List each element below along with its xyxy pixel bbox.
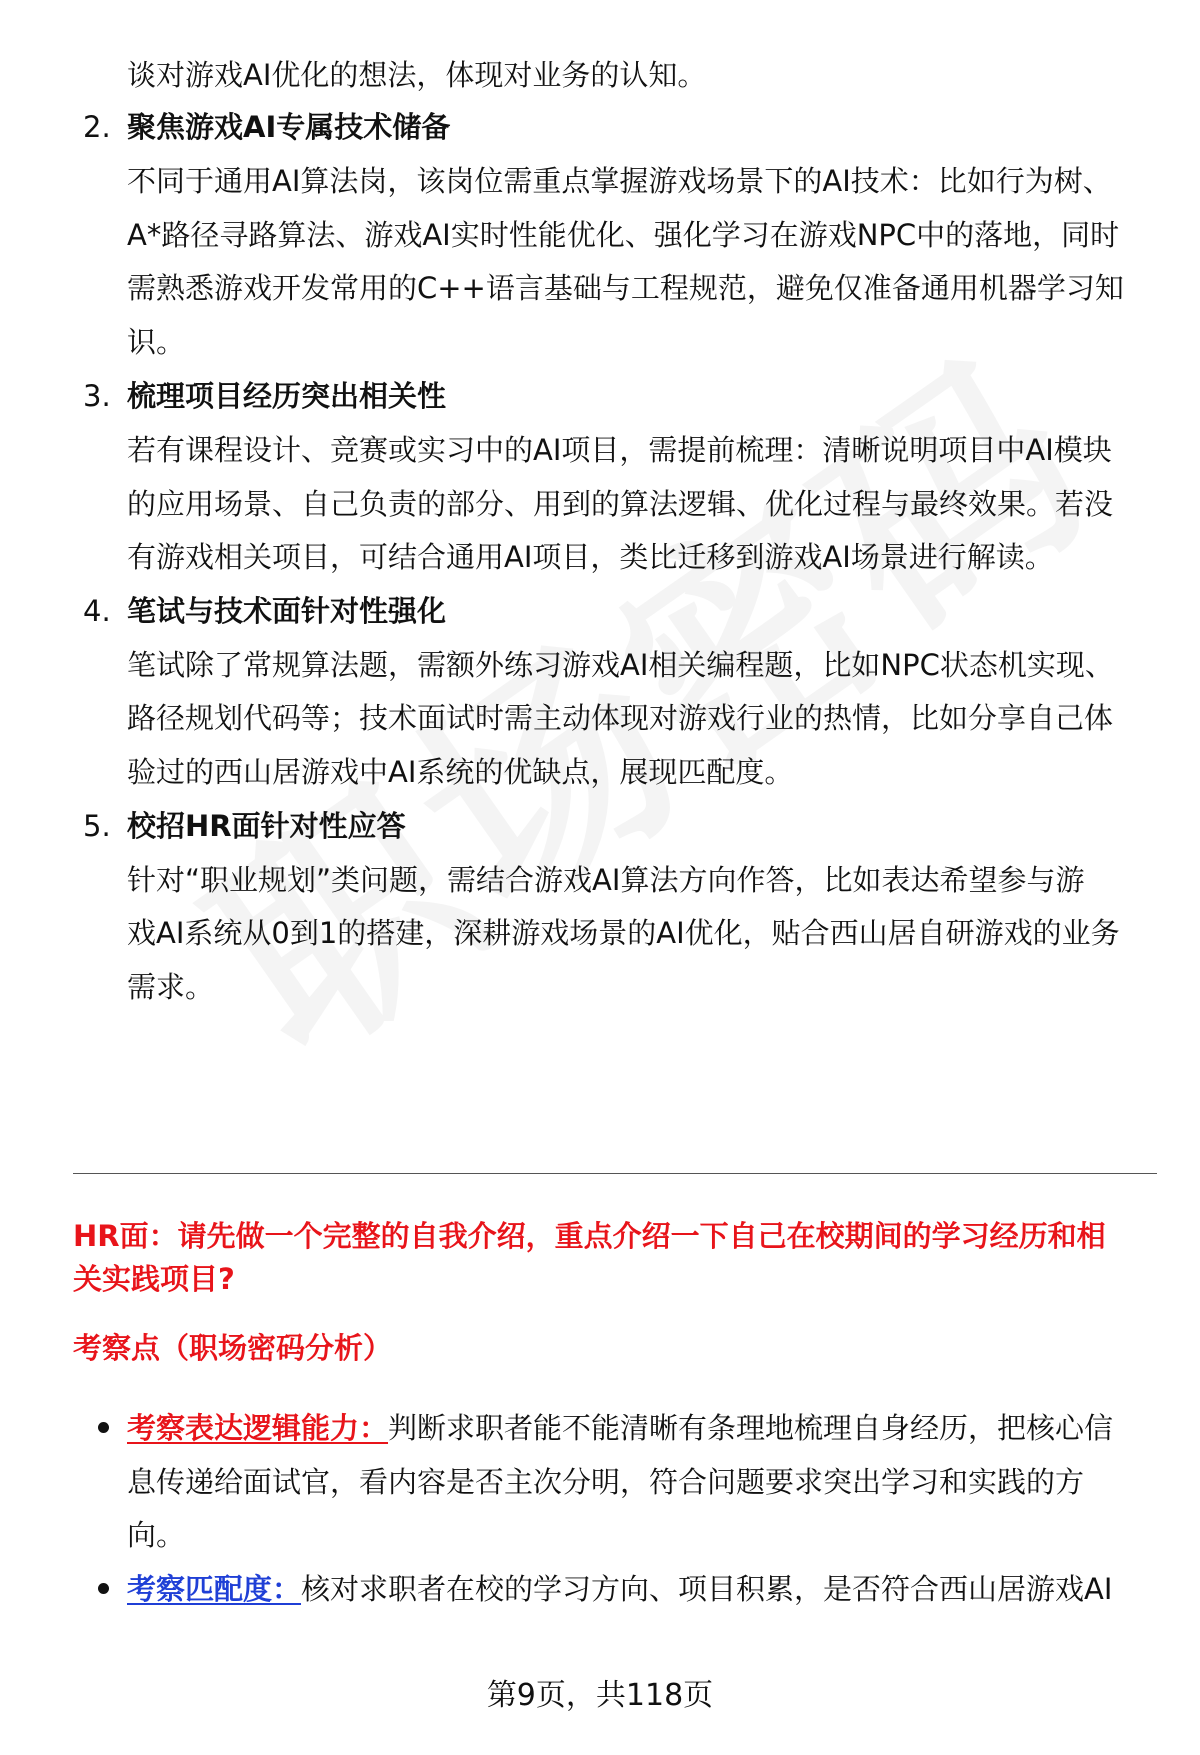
bullet-label-link[interactable]: 考察表达逻辑能力： — [127, 1411, 389, 1445]
paragraph-line: 若有课程设计、竞赛或实习中的AI项目，需提前梳理：清晰说明项目中AI模块 — [127, 433, 1112, 467]
analysis-heading: 考察点（职场密码分析） — [73, 1331, 393, 1365]
paragraph-line: 验过的西山居游戏中AI系统的优缺点，展现匹配度。 — [127, 755, 794, 789]
bullet-line — [127, 1569, 1112, 1609]
paragraph-line: 不同于通用AI算法岗，该岗位需重点掌握游戏场景下的AI技术：比如行为树、 — [127, 164, 1112, 198]
bullet-dot — [98, 1422, 109, 1433]
list-item-heading — [83, 591, 446, 631]
hr-question-line-1: HR面：请先做一个完整的自我介绍，重点介绍一下自己在校期间的学习经历和相 — [73, 1219, 1106, 1253]
list-item-heading — [83, 806, 406, 846]
list-item-title: 聚焦游戏AI专属技术储备 — [127, 110, 451, 144]
paragraph-line: 针对“职业规划”类问题，需结合游戏AI算法方向作答，比如表达希望参与游 — [127, 863, 1085, 897]
hr-question-line-2: 关实践项目? — [73, 1262, 235, 1296]
paragraph-line: 路径规划代码等；技术面试时需主动体现对游戏行业的热情，比如分享自己体 — [127, 701, 1114, 735]
bullet-label-link[interactable]: 考察匹配度： — [127, 1572, 302, 1606]
bullet-line — [127, 1408, 1113, 1448]
paragraph-line: 需求。 — [127, 970, 215, 1004]
list-item-title: 梳理项目经历突出相关性 — [127, 379, 447, 413]
list-item-title: 校招HR面针对性应答 — [127, 809, 406, 843]
paragraph-line: 笔试除了常规算法题，需额外练习游戏AI相关编程题，比如NPC状态机实现、 — [127, 648, 1114, 682]
paragraph-line: 识。 — [127, 325, 186, 359]
bullet-text: 核对求职者在校的学习方向、项目积累，是否符合西山居游戏AI — [301, 1572, 1113, 1606]
list-item-heading — [83, 376, 446, 416]
paragraph-line: 有游戏相关项目，可结合通用AI项目，类比迁移到游戏AI场景进行解读。 — [127, 540, 1054, 574]
paragraph-line: A*路径寻路算法、游戏AI实时性能优化、强化学习在游戏NPC中的落地，同时 — [127, 218, 1120, 252]
paragraph-line: 戏AI系统从0到1的搭建，深耕游戏场景的AI优化，贴合西山居自研游戏的业务 — [127, 916, 1120, 950]
list-item-number: 3. — [83, 379, 111, 413]
paragraph-line: 的应用场景、自己负责的部分、用到的算法逻辑、优化过程与最终效果。若没 — [127, 487, 1114, 521]
list-item-number: 4. — [83, 594, 111, 628]
paragraph-line: 息传递给面试官，看内容是否主次分明，符合问题要求突出学习和实践的方 — [127, 1465, 1085, 1499]
list-item-title: 笔试与技术面针对性强化 — [127, 594, 447, 628]
bullet-dot — [98, 1583, 109, 1594]
list-item-number: 2. — [83, 110, 111, 144]
page-footer: 第9页，共118页 — [486, 1678, 714, 1713]
intro-line: 谈对游戏AI优化的想法，体现对业务的认知。 — [127, 58, 707, 92]
list-item-number: 5. — [83, 809, 111, 843]
section-divider — [73, 1173, 1157, 1174]
paragraph-line: 需熟悉游戏开发常用的C++语言基础与工程规范，避免仅准备通用机器学习知 — [127, 271, 1124, 305]
bullet-text: 判断求职者能不能清晰有条理地梳理自身经历，把核心信 — [388, 1411, 1114, 1445]
list-item-heading — [83, 107, 450, 147]
paragraph-line: 向。 — [127, 1518, 186, 1552]
